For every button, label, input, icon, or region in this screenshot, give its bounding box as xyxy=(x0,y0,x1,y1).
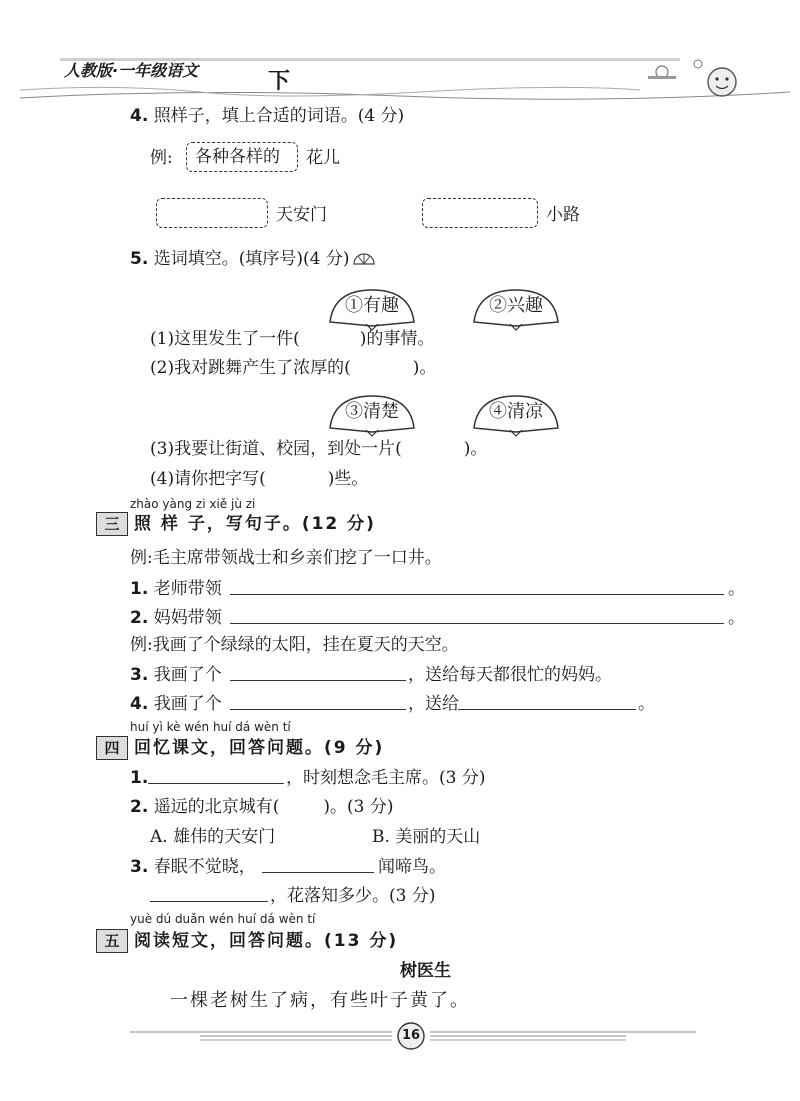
fan-4-label: ④清凉 xyxy=(489,401,543,422)
sec3-item-4-text-b: ，送给 xyxy=(408,694,459,714)
sec4-option-a[interactable]: A. 雄伟的天安门 xyxy=(150,827,276,847)
q4-title xyxy=(130,105,404,127)
q4-blank1-word: 天安门 xyxy=(276,205,327,225)
sec3-item-4-answer-line-1[interactable] xyxy=(230,709,406,710)
sec3-item-2-answer-line[interactable] xyxy=(230,623,724,624)
q4-answer-box-2[interactable] xyxy=(422,198,538,228)
q5-number: 5. xyxy=(130,249,149,269)
sec3-item-3-text-b: ，送给每天都很忙的妈妈。 xyxy=(408,665,612,685)
q4-example-word: 花儿 xyxy=(306,148,340,168)
sec4-title: 回忆课文，回答问题。(9 分) xyxy=(134,738,385,758)
q5-s1-part-a: (1)这里发生了一件( xyxy=(150,329,300,349)
sec3-item-4-number: 4. xyxy=(130,694,149,714)
sec4-number-box: 四 xyxy=(96,736,128,760)
sec3-item-2-number: 2. xyxy=(130,608,149,628)
sec4-item-3-text-a: 春眠不觉晓， xyxy=(153,857,256,877)
fan-option-4 xyxy=(470,392,562,438)
q5-s4-part-b: )些。 xyxy=(327,469,369,489)
q5-s3-part-a: (3)我要让街道、校园，到处一片( xyxy=(150,439,402,459)
q5-s3-part-b: )。 xyxy=(463,439,488,459)
page-number: 16 xyxy=(401,1028,421,1043)
sec3-pinyin: zhào yàng zi xiě jù zi xyxy=(130,497,256,511)
sec3-item-1-end: 。 xyxy=(728,579,745,599)
header-volume-mark: 下 xyxy=(268,69,291,94)
sec3-item-3-number: 3. xyxy=(130,665,149,685)
sec5-title: 阅读短文，回答问题。(13 分) xyxy=(134,931,399,951)
sec4-item-2 xyxy=(130,796,393,818)
header-book-title: 人教版·一年级语文 xyxy=(64,61,199,80)
cartoon-kids-icon xyxy=(640,52,750,102)
sec3-item-4 xyxy=(130,693,222,715)
q4-number: 4. xyxy=(130,106,149,126)
sec4-item-3-line2: ，花落知多少。(3 分) xyxy=(270,886,436,906)
sec3-item-4-end: 。 xyxy=(638,694,655,714)
sec4-pinyin: huí yì kè wén huí dá wèn tí xyxy=(130,720,291,734)
fan-2-label: ②兴趣 xyxy=(489,295,543,316)
q5-s4-part-a: (4)请你把字写( xyxy=(150,469,266,489)
q4-answer-box-1[interactable] xyxy=(156,198,268,228)
q5-sentence-2 xyxy=(150,357,436,379)
sec4-item-3 xyxy=(130,856,256,878)
q5-title-text: 选词填空。(填序号)(4 分) xyxy=(153,249,350,269)
sec4-item-3-answer-line-1[interactable] xyxy=(262,872,374,873)
sec3-item-1-answer-line[interactable] xyxy=(230,594,724,595)
sec5-pinyin: yuè dú duǎn wén huí dá wèn tí xyxy=(130,912,316,926)
sec3-item-2-end: 。 xyxy=(728,608,745,628)
sec4-item-1-answer-line[interactable] xyxy=(148,783,284,784)
fan-option-2 xyxy=(470,286,562,332)
q5-title xyxy=(130,248,349,270)
sec3-item-3-answer-line[interactable] xyxy=(230,680,406,681)
sec3-item-1-text: 老师带领 xyxy=(153,579,222,599)
sec3-example-2: 例:我画了个绿绿的太阳，挂在夏天的天空。 xyxy=(130,635,459,655)
sec3-item-2 xyxy=(130,607,222,629)
fan-1-label: ①有趣 xyxy=(345,295,399,316)
q5-s2-part-b: )。 xyxy=(412,358,437,378)
sec3-item-3-text-a: 我画了个 xyxy=(153,665,222,685)
sec4-item-1-num: 1. xyxy=(130,768,149,788)
sec4-item-2-text: 遥远的北京城有( xyxy=(153,797,280,817)
q5-sentence-4 xyxy=(150,468,368,490)
q4-example-box xyxy=(186,142,298,172)
article-line-1: 一棵老树生了病，有些叶子黄了。 xyxy=(170,990,470,1011)
q5-s1-part-b: )的事情。 xyxy=(359,329,435,349)
q5-s2-part-a: (2)我对跳舞产生了浓厚的( xyxy=(150,358,351,378)
sec3-item-4-text-a: 我画了个 xyxy=(153,694,222,714)
sec4-item-3-text-b: 闻啼鸟。 xyxy=(378,857,446,877)
fan-small-icon xyxy=(352,252,376,266)
sec3-item-1 xyxy=(130,578,222,600)
sec3-number-box: 三 xyxy=(96,512,128,536)
sec3-item-3 xyxy=(130,664,222,686)
sec4-item-2-text-b: )。(3 分) xyxy=(323,797,394,817)
sec3-example-1: 例:毛主席带领战士和乡亲们挖了一口井。 xyxy=(130,548,442,568)
sec5-number-box: 五 xyxy=(96,929,128,953)
sec3-item-1-number: 1. xyxy=(130,579,149,599)
sec4-item-3-answer-line-2[interactable] xyxy=(150,901,268,902)
sec4-item-2-number: 2. xyxy=(130,797,149,817)
fan-3-label: ③清楚 xyxy=(345,401,399,422)
fan-option-3 xyxy=(326,392,418,438)
sec4-item-1-text: ，时刻想念毛主席。(3 分) xyxy=(286,768,486,788)
sec4-item-1-number xyxy=(130,767,148,789)
article-title: 树医生 xyxy=(400,961,451,981)
sec4-option-b[interactable]: B. 美丽的天山 xyxy=(372,827,481,847)
sec3-title: 照 样 子，写句子。(12 分) xyxy=(134,514,376,534)
fan-option-1 xyxy=(326,286,418,332)
q5-sentence-3 xyxy=(150,438,487,460)
sec3-item-2-text: 妈妈带领 xyxy=(153,608,222,628)
q5-sentence-1 xyxy=(150,328,434,350)
sec3-item-4-answer-line-2[interactable] xyxy=(458,709,636,710)
q4-title-text: 照样子，填上合适的词语。(4 分) xyxy=(153,106,405,126)
q4-blank2-word: 小路 xyxy=(546,205,580,225)
q4-example-box-text: 各种各样的 xyxy=(195,147,280,167)
sec4-item-3-number: 3. xyxy=(130,857,149,877)
q4-example-prefix: 例: xyxy=(150,148,173,168)
